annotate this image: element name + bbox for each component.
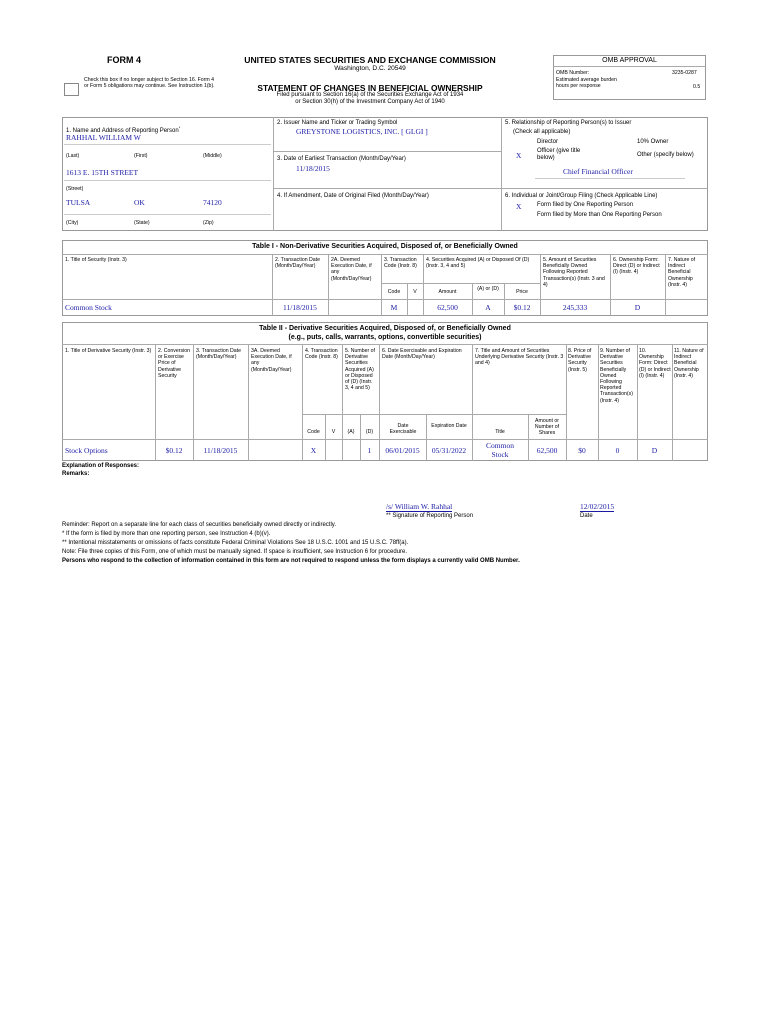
t2-h-date: 3. Transaction Date (Month/Day/Year) — [196, 348, 241, 361]
t1-security-title: Common Stock — [65, 303, 112, 312]
other-option: Other (specify below) — [637, 152, 694, 158]
t2-derivative-price: $0 — [578, 446, 586, 455]
box6-label: 6. Individual or Joint/Group Filing (Check Applicable Line) — [505, 193, 658, 199]
t2-col-2 — [155, 344, 156, 461]
omb-divider — [553, 66, 706, 67]
t2-sh-a: (A) — [347, 429, 355, 435]
t2-h-code: 4. Transaction Code (Instr. 8) — [305, 348, 338, 361]
date-label: Date — [580, 513, 593, 519]
zip-label: (Zip) — [203, 220, 214, 226]
t2-col-11 — [672, 344, 673, 461]
table1-header-divider — [62, 299, 708, 300]
street-line — [64, 180, 271, 181]
reporting-person-name: RAHHAL WILLIAM W — [66, 133, 141, 142]
city-line — [64, 214, 271, 215]
t2-col-8 — [566, 344, 567, 461]
t2-col-4 — [302, 344, 303, 461]
t2-h-exercisable: 6. Date Exercisable and Expiration Date (Month/Day/Year) — [382, 348, 462, 361]
table2-subtitle: (e.g., puts, calls, warrants, options, convertible securities) — [288, 334, 482, 341]
divider-box5-6 — [501, 188, 708, 189]
t1-h-form: 6. Ownership Form: Direct (D) or Indirect (I) (Instr. 4) — [613, 257, 660, 276]
more-persons-option: Form filed by More than One Reporting Person — [537, 212, 662, 218]
t2-sh-code: Code — [307, 429, 320, 435]
agency-title: UNITED STATES SECURITIES AND EXCHANGE COMMISSION — [244, 55, 496, 65]
t2-disposed: 1 — [367, 446, 372, 455]
remarks-heading: Remarks: — [62, 471, 90, 477]
box2-label: 2. Issuer Name and Ticker or Trading Symbol — [277, 120, 398, 126]
t2-sh-title: Title — [495, 429, 505, 435]
t2-col-10 — [637, 344, 638, 461]
t2-underlying-title: Common Stock — [486, 441, 514, 459]
t1-transaction-date: 11/18/2015 — [283, 303, 317, 312]
t1-amount: 62,500 — [437, 303, 458, 312]
t2-sh-d: (D) — [365, 429, 374, 435]
officer-title: Chief Financial Officer — [563, 167, 633, 176]
t2-code: X — [310, 446, 317, 455]
zip-value: 74120 — [203, 198, 222, 207]
city-value: TULSA — [66, 198, 91, 207]
t2-h-nature: 11. Nature of Indirect Beneficial Ownership (Instr. 4) — [674, 348, 704, 379]
divider-b — [501, 117, 502, 231]
table2-title-divider — [62, 344, 708, 345]
box5-sub: (Check all applicable) — [513, 129, 571, 135]
t2-col-3a — [248, 344, 249, 461]
t2-expiration-date: 05/31/2022 — [431, 446, 467, 455]
signature-label: ** Signature of Reporting Person — [386, 513, 474, 519]
t1-sh-v: V — [413, 289, 417, 295]
no-longer-subject-checkbox[interactable] — [64, 83, 79, 96]
t2-col-9 — [598, 344, 599, 461]
t2-date-exercisable: 06/01/2015 — [385, 446, 420, 455]
t1-col-7 — [665, 254, 666, 316]
t1-ownership-form: D — [634, 303, 641, 312]
t2-col-5 — [342, 344, 343, 461]
copies-note-line: Note: File three copies of this Form, one of which must be manually signed. If space is insufficient, see Instruction 6 for procedure. — [62, 549, 408, 555]
table1-title: Table I - Non-Derivative Securities Acquired, Disposed of, or Beneficially Owned — [252, 243, 518, 250]
t2-h-price: 8. Price of Derivative Security (Instr. 5) — [568, 348, 592, 373]
box3-label: 3. Date of Earliest Transaction (Month/Day/Year) — [277, 156, 406, 162]
t1-h-code: 3. Transaction Code (Instr. 8) — [384, 257, 417, 270]
box5-label: 5. Relationship of Reporting Person(s) to Issuer — [505, 120, 632, 126]
t2-conversion-price: $0.12 — [165, 446, 183, 455]
t1-price: $0.12 — [513, 303, 531, 312]
checkbox-note: Check this box if no longer subject to Section 16. Form 4 or Form 5 obligations may continue. See Instruction 1(b). — [84, 77, 215, 90]
t2-ownership-form: D — [651, 446, 658, 455]
t1-sh-code: Code — [387, 289, 401, 295]
t1-ad: A — [485, 303, 491, 312]
agency-location: Washington, D.C. 20549 — [334, 65, 406, 72]
t2-transaction-date: 11/18/2015 — [203, 446, 238, 455]
burden-label: Estimated average burden hours per response — [556, 77, 617, 90]
filed-pursuant-line2: or Section 30(h) of the Investment Company Act of 1940 — [295, 99, 445, 105]
first-label: (First) — [134, 153, 148, 159]
middle-label: (Middle) — [203, 153, 222, 159]
divider-box2-3 — [273, 151, 501, 152]
state-label: (State) — [134, 220, 150, 226]
t2-h-title: 1. Title of Derivative Security (Instr. 3) — [65, 348, 152, 354]
t1-h-deemed: 2A. Deemed Execution Date, if any (Month/Day/Year) — [331, 257, 372, 282]
t1-sh-price: Price — [516, 289, 528, 295]
form-title: FORM 4 — [107, 55, 142, 65]
t2-h-form: 10. Ownership Form: Direct (D) or Indirect (I) (Instr. 4) — [639, 348, 671, 379]
statement-title: STATEMENT OF CHANGES IN BENEFICIAL OWNERSHIP — [257, 83, 483, 93]
t1-h-acquired: 4. Securities Acquired (A) or Disposed Of (D) (Instr. 3, 4 and 5) — [426, 257, 530, 270]
instruction-line: * If the form is filed by more than one reporting person, see Instruction 4 (b)(v). — [62, 531, 271, 537]
city-label: (City) — [66, 220, 79, 226]
t2-sh-v: V — [331, 429, 336, 435]
explanation-heading: Explanation of Responses: — [62, 463, 140, 469]
t2-col-4v — [325, 414, 326, 461]
last-label: (Last) — [66, 153, 80, 159]
box4-label: 4. If Amendment, Date of Original Filed (Month/Day/Year) — [277, 193, 429, 199]
box1-label: 1. Name and Address of Reporting Person* — [66, 125, 181, 134]
ten-percent-owner-option: 10% Owner — [637, 139, 669, 145]
issuer-name: GREYSTONE LOGISTICS, INC. [ GLGI ] — [296, 127, 428, 136]
t2-h-owned: 9. Number of Derivative Securities Beneficially Owned Following Reported Transaction(s) (Instr. 4) — [600, 348, 633, 404]
street-address: 1613 E. 15TH STREET — [66, 168, 139, 177]
signature: /s/ William W. Rahhal — [386, 502, 453, 511]
divider-a — [273, 117, 274, 231]
t2-derivative-title: Stock Options — [65, 446, 108, 455]
omb-number-label: OMB Number: — [556, 70, 590, 76]
t1-sh-amount: Amount — [438, 289, 457, 295]
t2-h-conversion: 2. Conversion or Exercise Price of Derivative Security — [158, 348, 191, 379]
t1-h-title: 1. Title of Security (Instr. 3) — [65, 257, 127, 263]
officer-option: Officer (give title below) — [537, 148, 581, 161]
t1-code: M — [390, 303, 398, 312]
violation-line: ** Intentional misstatements or omissions of facts constitute Federal Criminal Violations See 18 U.S.C. 1001 and 15 U.S.C. 78ff(a). — [62, 540, 409, 546]
reminder-line: Reminder: Report on a separate line for each class of securities beneficially owned directly or indirectly. — [62, 522, 337, 528]
signature-date: 12/02/2015 — [580, 502, 615, 511]
t1-sh-ad: (A) or (D) — [477, 286, 499, 292]
t1-owned: 245,333 — [562, 303, 588, 312]
t2-col-3 — [193, 344, 194, 461]
one-person-check-mark[interactable]: X — [516, 202, 522, 211]
street-label: (Street) — [66, 186, 84, 192]
t2-owned: 0 — [615, 446, 620, 455]
t1-col-3v — [407, 283, 408, 316]
t2-h-underlying: 7. Title and Amount of Securities Underlying Derivative Security (Instr. 3 and 4) — [475, 348, 564, 367]
t2-col-6 — [379, 344, 380, 461]
t2-sh-date-ex: Date Exercisable — [389, 423, 417, 436]
t1-h-owned: 5. Amount of Securities Beneficially Owned Following Reported Transaction(s) (Instr. 3 and 4) — [543, 257, 605, 288]
t1-h-nature: 7. Nature of Indirect Beneficial Ownership (Instr. 4) — [668, 257, 696, 288]
omb-number: 3235-0287 — [672, 70, 697, 76]
t2-sh-exp-date: Expiration Date — [431, 423, 467, 429]
t2-col-7 — [472, 344, 473, 461]
director-option: Director — [537, 139, 559, 145]
one-person-option: Form filed by One Reporting Person — [537, 202, 634, 208]
omb-notice-line: Persons who respond to the collection of information contained in this form are not required to respond unless the form displays a currently valid OMB Number. — [62, 558, 520, 564]
state-value: OK — [134, 198, 145, 207]
filed-pursuant-line1: Filed pursuant to Section 16(a) of the Securities Exchange Act of 1934 — [276, 92, 464, 98]
t2-sh-amt-shares: Amount or Number of Shares — [534, 418, 560, 437]
table2-title: Table II - Derivative Securities Acquired, Disposed of, or Beneficially Owned — [259, 325, 511, 332]
earliest-transaction-date: 11/18/2015 — [296, 164, 330, 173]
table2-header-divider — [62, 439, 708, 440]
officer-check-mark[interactable]: X — [516, 151, 522, 160]
t2-h-number: 5. Number of Derivative Securities Acquired (A) or Disposed of (D) (Instr. 3, 4 and 5) — [345, 348, 375, 392]
t2-h-deemed: 3A. Deemed Execution Date, if any (Month/Day/Year) — [251, 348, 292, 373]
officer-title-line — [535, 178, 685, 179]
t1-col-2a — [328, 254, 329, 316]
burden-value: 0.5 — [693, 84, 701, 90]
name-line — [64, 144, 271, 145]
table1-subheader-divider — [381, 283, 540, 284]
t2-underlying-shares: 62,500 — [536, 446, 558, 455]
t1-h-date: 2. Transaction Date (Month/Day/Year) — [275, 257, 320, 270]
table1-title-divider — [62, 254, 708, 255]
divider-box3-4 — [273, 188, 501, 189]
omb-approval-title: OMB APPROVAL — [602, 57, 657, 64]
